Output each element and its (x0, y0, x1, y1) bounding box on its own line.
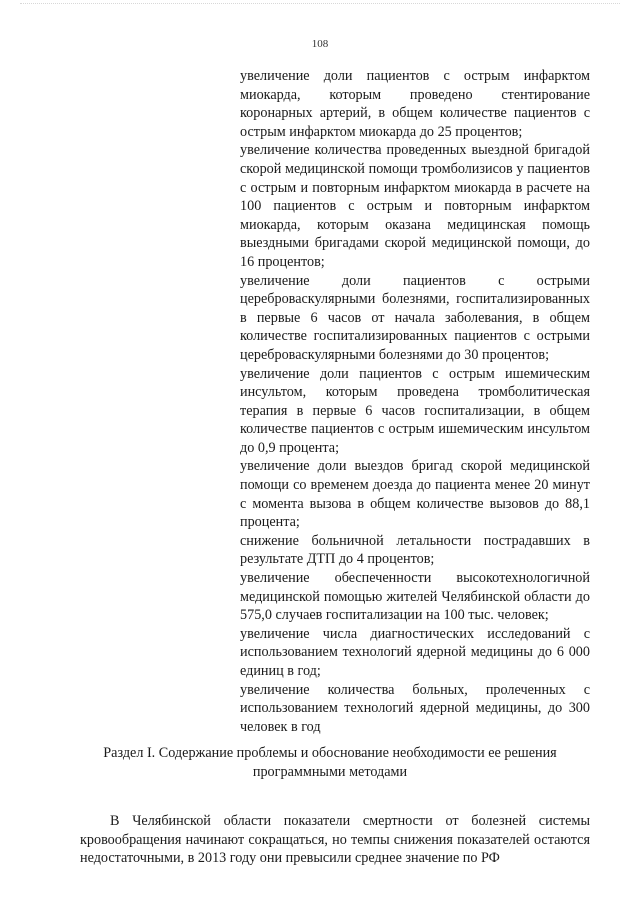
list-item: увеличение числа диагностических исследований с использованием технологий ядерной медицины до 6 000 единиц в год; (240, 625, 590, 679)
scan-header-line (20, 3, 620, 8)
list-item: увеличение количества больных, пролеченных с использованием технологий ядерной медицины, до 300 человек в год (240, 681, 590, 735)
target-indicators-list (240, 67, 590, 736)
list-item: увеличение доли пациентов с острыми цереброваскулярными болезнями, госпитализированных в первые 6 часов от начала заболевания, в общем количестве госпитализированных пациентов с острыми цереброваскулярными болезнями до 30 процентов; (240, 272, 590, 363)
list-item: снижение больничной летальности пострадавших в результате ДТП до 4 процентов; (240, 532, 590, 568)
page-number: 108 (311, 38, 329, 50)
list-item: увеличение обеспеченности высокотехнологичной медицинской помощью жителей Челябинской области до 575,0 случаев госпитализации на 100 тыс. человек; (240, 570, 590, 624)
section-heading: Раздел I. Содержание проблемы и обоснование необходимости ее решения программными методами (103, 745, 557, 780)
body-paragraph: В Челябинской области показатели смертности от болезней системы кровообращения начинают сокращаться, но темпы снижения показателей остаются недостаточными, в 2013 году они превысили среднее значение по РФ (80, 813, 590, 867)
list-item: увеличение доли пациентов с острым ишемическим инсультом, которым проведена тромболитическая терапия в первые 6 часов госпитализации, в общем количестве пациентов с острым ишемическим инсультом до 0,9 процента; (240, 365, 590, 456)
list-item: увеличение доли выездов бригад скорой медицинской помощи со временем доезда до пациента менее 20 минут с момента вызова в общем количестве вызовов до 88,1 процента; (240, 458, 590, 531)
list-item: увеличение доли пациентов с острым инфарктом миокарда, которым проведено стентирование коронарных артерий, в общем количестве пациентов с острым инфарктом миокарда до 25 процентов; (240, 68, 590, 140)
list-item: увеличение количества проведенных выездной бригадой скорой медицинской помощи тромболизисов у пациентов с острым и повторным инфарктом миокарда в расчете на 100 пациентов с острым и повторным инфарктом миокарда, которым оказана медицинская помощь выездными бригадами скорой медицинской помощи, до 16 процентов; (240, 142, 590, 270)
